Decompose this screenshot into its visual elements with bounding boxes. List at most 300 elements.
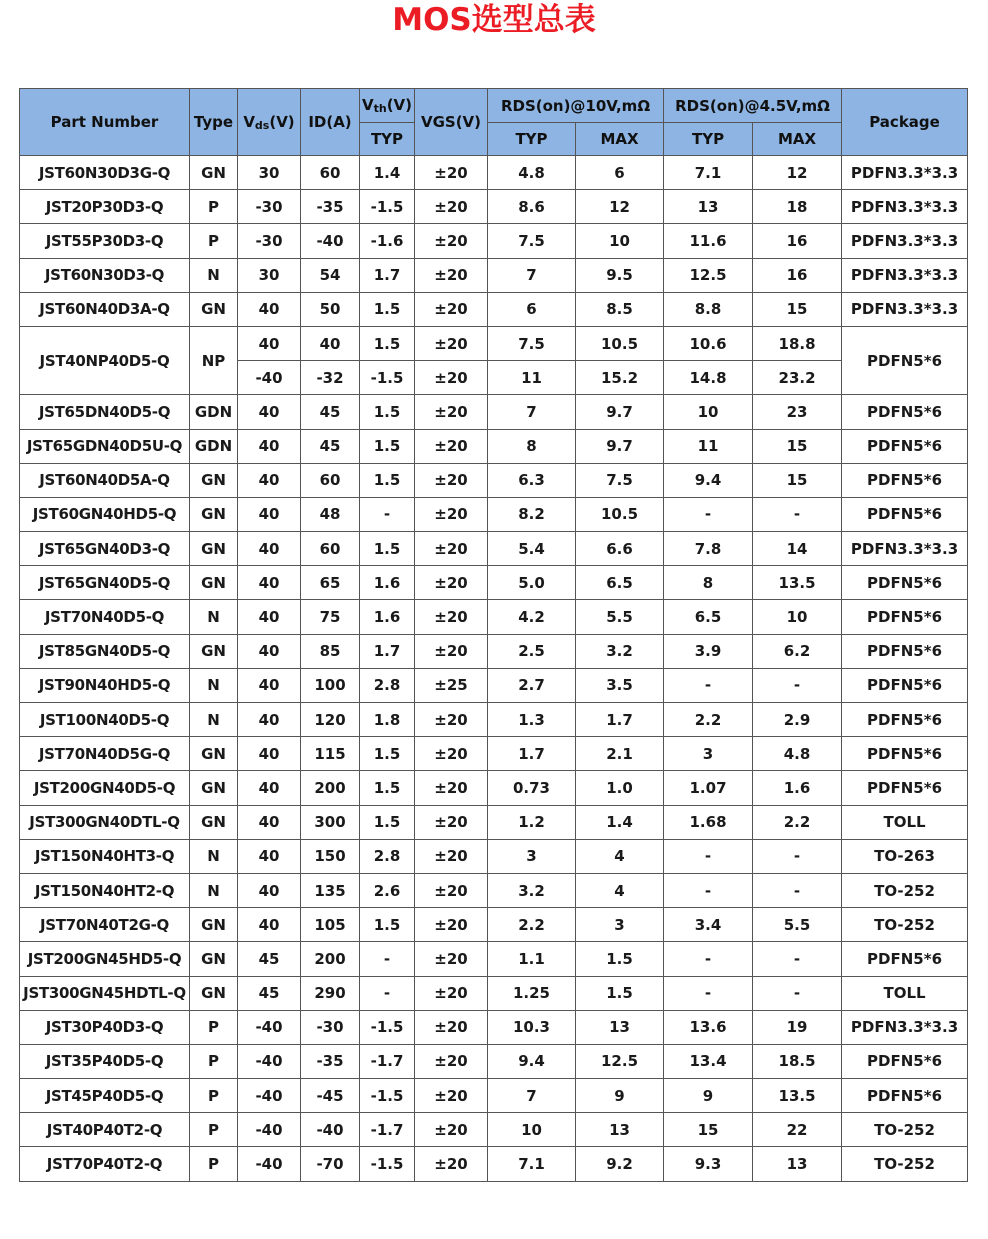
cell-package: PDFN5*6	[842, 600, 968, 634]
table-row	[20, 429, 968, 463]
cell-vth: 1.7	[360, 258, 415, 292]
cell-rds10-max: 10.5	[576, 326, 664, 360]
cell-rds45-typ: 12.5	[664, 258, 753, 292]
cell-id: 105	[301, 908, 360, 942]
table-row	[20, 771, 968, 805]
cell-vgs: ±20	[415, 839, 488, 873]
cell-type: GN	[190, 497, 238, 531]
table-row	[20, 1147, 968, 1181]
cell-type: GN	[190, 805, 238, 839]
cell-package: PDFN5*6	[842, 326, 968, 394]
cell-rds10-typ: 10	[488, 1113, 576, 1147]
cell-rds10-typ: 6	[488, 292, 576, 326]
cell-type: P	[190, 1044, 238, 1078]
cell-rds45-max: -	[753, 942, 842, 976]
table-row	[20, 395, 968, 429]
cell-rds10-typ: 5.4	[488, 532, 576, 566]
cell-part-number: JST60N40D3A-Q	[20, 292, 190, 326]
header-rds-4-5v: RDS(on)@4.5V,mΩ	[664, 89, 842, 123]
cell-rds10-typ: 11	[488, 361, 576, 395]
cell-vth: 1.5	[360, 908, 415, 942]
cell-package: PDFN5*6	[842, 771, 968, 805]
cell-package: TO-252	[842, 873, 968, 907]
cell-vgs: ±20	[415, 1044, 488, 1078]
cell-rds45-typ: 1.07	[664, 771, 753, 805]
cell-rds10-typ: 6.3	[488, 463, 576, 497]
cell-id: 65	[301, 566, 360, 600]
cell-part-number: JST60N40D5A-Q	[20, 463, 190, 497]
cell-rds10-typ: 1.2	[488, 805, 576, 839]
cell-rds45-max: 13	[753, 1147, 842, 1181]
cell-vds: 40	[238, 873, 301, 907]
cell-type: N	[190, 258, 238, 292]
cell-type: P	[190, 1113, 238, 1147]
cell-vth: 2.6	[360, 873, 415, 907]
cell-rds10-max: 15.2	[576, 361, 664, 395]
cell-vth: -	[360, 497, 415, 531]
cell-package: PDFN5*6	[842, 703, 968, 737]
cell-rds45-max: 18.8	[753, 326, 842, 360]
cell-rds10-max: 9.5	[576, 258, 664, 292]
cell-part-number: JST100N40D5-Q	[20, 703, 190, 737]
cell-vds: -40	[238, 1010, 301, 1044]
cell-id: -70	[301, 1147, 360, 1181]
cell-rds10-max: 3.2	[576, 634, 664, 668]
cell-rds45-max: 19	[753, 1010, 842, 1044]
cell-rds10-max: 1.5	[576, 976, 664, 1010]
cell-rds45-max: 12	[753, 156, 842, 190]
table-row	[20, 839, 968, 873]
cell-part-number: JST55P30D3-Q	[20, 224, 190, 258]
cell-type: N	[190, 600, 238, 634]
cell-id: 75	[301, 600, 360, 634]
cell-rds10-max: 9	[576, 1079, 664, 1113]
cell-vgs: ±20	[415, 463, 488, 497]
cell-vds: -40	[238, 1044, 301, 1078]
cell-part-number: JST40P40T2-Q	[20, 1113, 190, 1147]
header-rds10-max: MAX	[576, 123, 664, 156]
cell-vth: 1.7	[360, 634, 415, 668]
cell-rds45-typ: 10	[664, 395, 753, 429]
cell-rds45-typ: 11	[664, 429, 753, 463]
table-row	[20, 1044, 968, 1078]
cell-rds45-typ: 13.4	[664, 1044, 753, 1078]
cell-vth: 1.4	[360, 156, 415, 190]
cell-vth: 1.5	[360, 429, 415, 463]
cell-package: PDFN5*6	[842, 942, 968, 976]
cell-package: PDFN5*6	[842, 1079, 968, 1113]
cell-part-number: JST300GN40DTL-Q	[20, 805, 190, 839]
cell-vds: 40	[238, 668, 301, 702]
cell-part-number: JST40NP40D5-Q	[20, 326, 190, 394]
cell-package: PDFN5*6	[842, 634, 968, 668]
cell-id: -30	[301, 1010, 360, 1044]
cell-rds10-typ: 3	[488, 839, 576, 873]
cell-rds45-max: 15	[753, 429, 842, 463]
cell-id: 54	[301, 258, 360, 292]
cell-rds45-max: 13.5	[753, 1079, 842, 1113]
cell-vth: 1.5	[360, 463, 415, 497]
cell-type: N	[190, 703, 238, 737]
cell-vgs: ±20	[415, 566, 488, 600]
cell-rds10-max: 8.5	[576, 292, 664, 326]
cell-part-number: JST65GDN40D5U-Q	[20, 429, 190, 463]
table-row	[20, 1010, 968, 1044]
cell-rds10-typ: 5.0	[488, 566, 576, 600]
cell-rds10-max: 6	[576, 156, 664, 190]
cell-vds: -40	[238, 1147, 301, 1181]
table-row	[20, 703, 968, 737]
cell-rds45-typ: -	[664, 668, 753, 702]
cell-part-number: JST60GN40HD5-Q	[20, 497, 190, 531]
cell-rds10-max: 10	[576, 224, 664, 258]
cell-rds45-max: -	[753, 976, 842, 1010]
cell-rds10-typ: 4.8	[488, 156, 576, 190]
cell-rds45-typ: 13	[664, 190, 753, 224]
cell-vgs: ±20	[415, 292, 488, 326]
cell-rds45-typ: 9.3	[664, 1147, 753, 1181]
cell-rds10-max: 13	[576, 1113, 664, 1147]
cell-id: 115	[301, 737, 360, 771]
cell-id: -40	[301, 1113, 360, 1147]
cell-rds10-max: 4	[576, 839, 664, 873]
cell-id: 50	[301, 292, 360, 326]
cell-rds45-max: 22	[753, 1113, 842, 1147]
cell-rds45-typ: 3.4	[664, 908, 753, 942]
cell-id: 120	[301, 703, 360, 737]
cell-vds: 40	[238, 463, 301, 497]
cell-id: 60	[301, 532, 360, 566]
header-type: Type	[190, 89, 238, 156]
cell-vds: -40	[238, 1113, 301, 1147]
cell-vds: 45	[238, 976, 301, 1010]
cell-vth: 1.6	[360, 600, 415, 634]
cell-part-number: JST85GN40D5-Q	[20, 634, 190, 668]
cell-package: TOLL	[842, 805, 968, 839]
cell-vth: -1.5	[360, 1079, 415, 1113]
cell-rds45-max: 23	[753, 395, 842, 429]
header-id: ID(A)	[301, 89, 360, 156]
cell-vgs: ±20	[415, 1147, 488, 1181]
table-row	[20, 908, 968, 942]
cell-vds: -40	[238, 361, 301, 395]
cell-rds45-max: 6.2	[753, 634, 842, 668]
cell-part-number: JST70P40T2-Q	[20, 1147, 190, 1181]
cell-rds10-max: 5.5	[576, 600, 664, 634]
cell-package: PDFN3.3*3.3	[842, 532, 968, 566]
cell-rds45-max: 16	[753, 224, 842, 258]
cell-vth: 1.5	[360, 326, 415, 360]
cell-vgs: ±20	[415, 873, 488, 907]
cell-rds10-typ: 2.2	[488, 908, 576, 942]
cell-type: GN	[190, 156, 238, 190]
cell-id: -35	[301, 1044, 360, 1078]
cell-rds45-max: 18	[753, 190, 842, 224]
cell-id: 200	[301, 771, 360, 805]
table-header	[20, 89, 968, 156]
cell-part-number: JST200GN40D5-Q	[20, 771, 190, 805]
table-row	[20, 737, 968, 771]
cell-type: P	[190, 1147, 238, 1181]
cell-vds: 40	[238, 600, 301, 634]
cell-package: PDFN5*6	[842, 395, 968, 429]
cell-rds10-typ: 1.1	[488, 942, 576, 976]
table-row	[20, 634, 968, 668]
cell-rds45-max: -	[753, 668, 842, 702]
cell-rds10-max: 9.7	[576, 395, 664, 429]
table-body	[20, 156, 968, 1182]
cell-rds45-max: 16	[753, 258, 842, 292]
cell-vth: 1.8	[360, 703, 415, 737]
cell-rds45-typ: -	[664, 976, 753, 1010]
cell-rds45-typ: 9.4	[664, 463, 753, 497]
cell-vds: 40	[238, 737, 301, 771]
cell-rds10-max: 1.7	[576, 703, 664, 737]
cell-rds10-typ: 1.25	[488, 976, 576, 1010]
cell-part-number: JST90N40HD5-Q	[20, 668, 190, 702]
cell-id: 200	[301, 942, 360, 976]
cell-vgs: ±20	[415, 326, 488, 360]
cell-rds10-max: 1.0	[576, 771, 664, 805]
cell-rds10-typ: 1.3	[488, 703, 576, 737]
cell-part-number: JST30P40D3-Q	[20, 1010, 190, 1044]
cell-rds10-typ: 0.73	[488, 771, 576, 805]
cell-part-number: JST65GN40D3-Q	[20, 532, 190, 566]
cell-type: P	[190, 1079, 238, 1113]
table-row	[20, 497, 968, 531]
cell-part-number: JST70N40D5G-Q	[20, 737, 190, 771]
cell-rds10-max: 4	[576, 873, 664, 907]
cell-vth: 1.5	[360, 292, 415, 326]
cell-type: GDN	[190, 429, 238, 463]
cell-type: GN	[190, 634, 238, 668]
cell-vth: -1.7	[360, 1044, 415, 1078]
cell-type: GN	[190, 771, 238, 805]
cell-vth: -1.5	[360, 190, 415, 224]
header-part-number: Part Number	[20, 89, 190, 156]
cell-rds10-max: 7.5	[576, 463, 664, 497]
cell-vgs: ±20	[415, 532, 488, 566]
table-row	[20, 1113, 968, 1147]
cell-rds10-typ: 7	[488, 395, 576, 429]
cell-package: PDFN5*6	[842, 497, 968, 531]
cell-vds: -30	[238, 224, 301, 258]
cell-package: TO-252	[842, 1147, 968, 1181]
cell-id: 300	[301, 805, 360, 839]
cell-type: GN	[190, 976, 238, 1010]
table-row	[20, 873, 968, 907]
cell-rds45-typ: 3	[664, 737, 753, 771]
cell-rds10-typ: 10.3	[488, 1010, 576, 1044]
cell-rds10-typ: 7	[488, 1079, 576, 1113]
cell-type: GN	[190, 737, 238, 771]
cell-vds: 40	[238, 566, 301, 600]
cell-vds: -30	[238, 190, 301, 224]
cell-id: 150	[301, 839, 360, 873]
cell-vgs: ±20	[415, 908, 488, 942]
cell-rds45-typ: 3.9	[664, 634, 753, 668]
cell-rds45-max: -	[753, 497, 842, 531]
cell-rds45-max: 13.5	[753, 566, 842, 600]
table-row	[20, 190, 968, 224]
cell-vds: 30	[238, 258, 301, 292]
table-row	[20, 566, 968, 600]
mos-selection-table	[19, 88, 968, 1182]
cell-package: TO-252	[842, 908, 968, 942]
cell-rds10-typ: 8.6	[488, 190, 576, 224]
cell-vgs: ±20	[415, 156, 488, 190]
cell-rds45-max: 2.2	[753, 805, 842, 839]
page-title: MOS选型总表	[392, 2, 596, 38]
cell-vgs: ±20	[415, 1113, 488, 1147]
cell-vth: -1.7	[360, 1113, 415, 1147]
header-rds10-typ: TYP	[488, 123, 576, 156]
cell-type: GN	[190, 908, 238, 942]
cell-id: 60	[301, 156, 360, 190]
cell-part-number: JST65DN40D5-Q	[20, 395, 190, 429]
cell-id: -32	[301, 361, 360, 395]
header-vth-typ: TYP	[360, 123, 415, 156]
cell-rds45-max: -	[753, 873, 842, 907]
cell-vds: 40	[238, 703, 301, 737]
cell-package: TO-252	[842, 1113, 968, 1147]
cell-type: P	[190, 1010, 238, 1044]
cell-vth: 2.8	[360, 668, 415, 702]
cell-part-number: JST20P30D3-Q	[20, 190, 190, 224]
table-row	[20, 1079, 968, 1113]
cell-id: 290	[301, 976, 360, 1010]
header-vth: $V_{th}(V)$	[360, 89, 415, 123]
cell-vds: 40	[238, 908, 301, 942]
cell-type: NP	[190, 326, 238, 394]
cell-rds10-max: 12.5	[576, 1044, 664, 1078]
cell-vth: -	[360, 976, 415, 1010]
table-row	[20, 463, 968, 497]
cell-vds: 40	[238, 805, 301, 839]
cell-id: 45	[301, 429, 360, 463]
cell-type: GN	[190, 292, 238, 326]
cell-rds10-typ: 4.2	[488, 600, 576, 634]
cell-type: N	[190, 668, 238, 702]
header-vds: $V_{ds}(V)$	[238, 89, 301, 156]
cell-rds10-max: 10.5	[576, 497, 664, 531]
header-package: Package	[842, 89, 968, 156]
cell-vgs: ±20	[415, 429, 488, 463]
cell-rds10-typ: 7.5	[488, 224, 576, 258]
cell-package: PDFN3.3*3.3	[842, 258, 968, 292]
cell-vds: 40	[238, 771, 301, 805]
cell-rds10-typ: 2.5	[488, 634, 576, 668]
cell-vgs: ±20	[415, 600, 488, 634]
cell-rds45-max: 5.5	[753, 908, 842, 942]
cell-vgs: ±20	[415, 737, 488, 771]
cell-type: N	[190, 873, 238, 907]
cell-package: PDFN3.3*3.3	[842, 190, 968, 224]
cell-vth: -1.5	[360, 361, 415, 395]
cell-rds10-typ: 3.2	[488, 873, 576, 907]
cell-part-number: JST60N30D3G-Q	[20, 156, 190, 190]
cell-vds: -40	[238, 1079, 301, 1113]
cell-vgs: ±20	[415, 942, 488, 976]
cell-rds10-max: 3	[576, 908, 664, 942]
cell-part-number: JST35P40D5-Q	[20, 1044, 190, 1078]
cell-rds45-typ: -	[664, 497, 753, 531]
cell-rds45-typ: 7.1	[664, 156, 753, 190]
cell-rds10-max: 1.5	[576, 942, 664, 976]
cell-id: -40	[301, 224, 360, 258]
cell-vgs: ±20	[415, 361, 488, 395]
table-row	[20, 326, 968, 360]
cell-vds: 40	[238, 634, 301, 668]
cell-rds10-typ: 7.1	[488, 1147, 576, 1181]
table-row	[20, 224, 968, 258]
cell-vds: 40	[238, 839, 301, 873]
cell-rds45-typ: 11.6	[664, 224, 753, 258]
cell-rds10-max: 6.5	[576, 566, 664, 600]
cell-rds10-max: 12	[576, 190, 664, 224]
cell-id: 85	[301, 634, 360, 668]
cell-rds45-typ: 10.6	[664, 326, 753, 360]
cell-id: 100	[301, 668, 360, 702]
cell-rds45-max: 15	[753, 463, 842, 497]
cell-part-number: JST45P40D5-Q	[20, 1079, 190, 1113]
cell-package: PDFN5*6	[842, 463, 968, 497]
table-row	[20, 942, 968, 976]
cell-rds45-typ: 13.6	[664, 1010, 753, 1044]
cell-vth: -1.5	[360, 1147, 415, 1181]
cell-vds: 40	[238, 497, 301, 531]
cell-package: TOLL	[842, 976, 968, 1010]
cell-vgs: ±20	[415, 1010, 488, 1044]
cell-rds45-typ: -	[664, 873, 753, 907]
cell-type: GDN	[190, 395, 238, 429]
cell-vgs: ±20	[415, 224, 488, 258]
table-row	[20, 292, 968, 326]
cell-vgs: ±25	[415, 668, 488, 702]
cell-part-number: JST300GN45HDTL-Q	[20, 976, 190, 1010]
cell-vth: -	[360, 942, 415, 976]
cell-package: PDFN3.3*3.3	[842, 156, 968, 190]
cell-vgs: ±20	[415, 497, 488, 531]
cell-rds10-typ: 7	[488, 258, 576, 292]
header-vgs: VGS(V)	[415, 89, 488, 156]
cell-rds10-typ: 1.7	[488, 737, 576, 771]
cell-id: 40	[301, 326, 360, 360]
table-row	[20, 156, 968, 190]
cell-part-number: JST70N40T2G-Q	[20, 908, 190, 942]
cell-vgs: ±20	[415, 634, 488, 668]
cell-part-number: JST150N40HT2-Q	[20, 873, 190, 907]
cell-type: N	[190, 839, 238, 873]
cell-vds: 30	[238, 156, 301, 190]
cell-vth: 1.5	[360, 771, 415, 805]
cell-vgs: ±20	[415, 771, 488, 805]
cell-id: -45	[301, 1079, 360, 1113]
cell-rds10-max: 6.6	[576, 532, 664, 566]
cell-rds45-typ: 9	[664, 1079, 753, 1113]
cell-vth: -1.6	[360, 224, 415, 258]
cell-vth: 1.5	[360, 737, 415, 771]
table-row	[20, 805, 968, 839]
cell-vgs: ±20	[415, 395, 488, 429]
cell-rds45-max: 15	[753, 292, 842, 326]
cell-rds45-max: 1.6	[753, 771, 842, 805]
cell-type: GN	[190, 532, 238, 566]
table-row	[20, 532, 968, 566]
table-row	[20, 600, 968, 634]
cell-vth: 1.5	[360, 395, 415, 429]
cell-vth: -1.5	[360, 1010, 415, 1044]
